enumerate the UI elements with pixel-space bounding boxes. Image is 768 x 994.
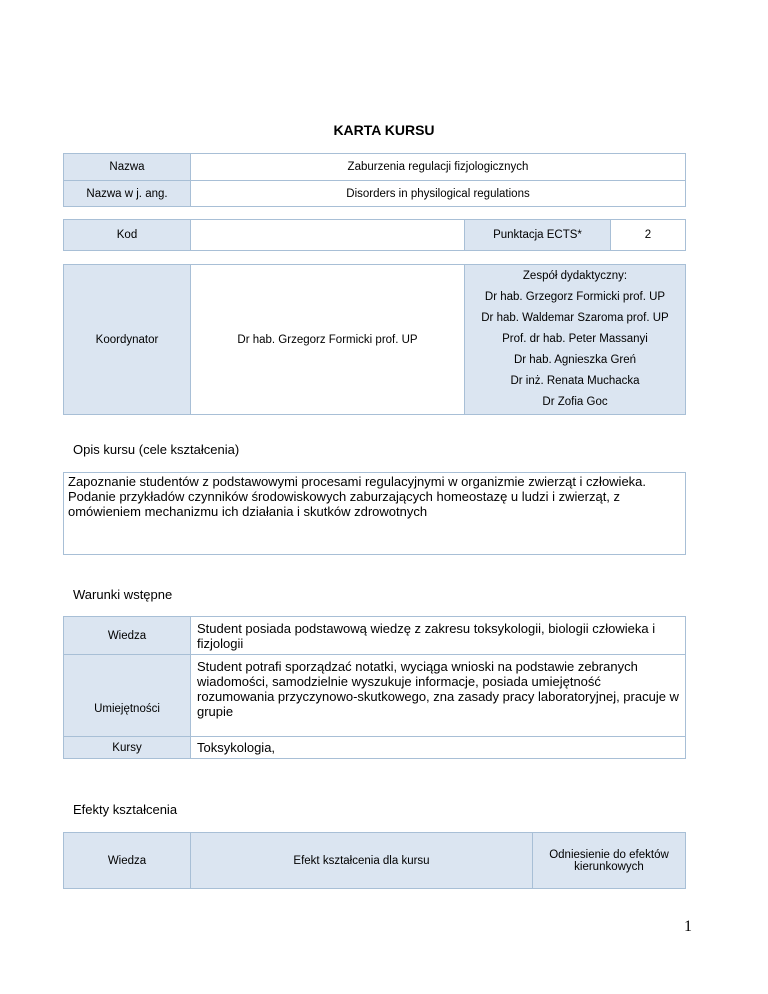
name-label: Nazwa xyxy=(64,154,191,181)
name-value: Zaburzenia regulacji fizjologicznych xyxy=(191,154,686,181)
ects-value: 2 xyxy=(611,220,686,251)
prereq-value: Student potrafi sporządzać notatki, wyciąga wnioski na podstawie zebranych wiadomości, samodzielnie wyszukuje informacje, posiada umiejętność rozumowania przyczynowo-skutkowego, zna zasady pracy laboratoryjnej, pracuje w grupie xyxy=(191,655,686,737)
document-title: KARTA KURSU xyxy=(333,122,435,138)
course-name-table xyxy=(63,153,686,207)
prereq-label: Umiejętności xyxy=(64,655,191,737)
page-number: 1 xyxy=(684,918,692,935)
teaching-team xyxy=(465,265,686,415)
outcomes-table xyxy=(63,832,686,889)
team-member: Dr Zofia Goc xyxy=(542,396,608,408)
prerequisites-table xyxy=(63,616,686,759)
prereq-label: Kursy xyxy=(64,737,191,759)
team-heading: Zespół dydaktyczny: xyxy=(522,270,628,282)
prerequisites-heading: Warunki wstępne xyxy=(73,587,173,602)
team-member: Dr hab. Waldemar Szaroma prof. UP xyxy=(481,312,669,324)
team-member: Prof. dr hab. Peter Massanyi xyxy=(502,333,648,345)
coordinator-value: Dr hab. Grzegorz Formicki prof. UP xyxy=(191,265,465,415)
outcomes-col-knowledge: Wiedza xyxy=(64,833,191,889)
prereq-value: Student posiada podstawową wiedzę z zakresu toksykologii, biologii człowieka i fizjologii xyxy=(191,617,686,655)
team-member: Dr inż. Renata Muchacka xyxy=(510,375,640,387)
name-en-label: Nazwa w j. ang. xyxy=(64,181,191,207)
coordinator-label: Koordynator xyxy=(64,265,191,415)
name-en-value: Disorders in physilogical regulations xyxy=(191,181,686,207)
outcomes-col-reference: Odniesienie do efektów kierunkowych xyxy=(533,833,686,889)
outcomes-col-effect: Efekt kształcenia dla kursu xyxy=(191,833,533,889)
outcomes-heading: Efekty kształcenia xyxy=(73,802,178,817)
coordinator-table xyxy=(63,264,686,415)
team-member: Dr hab. Agnieszka Greń xyxy=(513,354,637,366)
code-label: Kod xyxy=(64,220,191,251)
code-value xyxy=(191,220,465,251)
description-text: Zapoznanie studentów z podstawowymi procesami regulacyjnymi w organizmie zwierząt i człowieka. Podanie przykładów czynników środowiskowych zaburzających homeostazę u ludzi i zwierząt, z omówieniem mechanizmu ich działania i skutków zdrowotnych xyxy=(63,472,686,555)
prereq-value: Toksykologia, xyxy=(191,737,686,759)
code-ects-table xyxy=(63,219,686,251)
ects-label: Punktacja ECTS* xyxy=(465,220,611,251)
prereq-label: Wiedza xyxy=(64,617,191,655)
description-heading: Opis kursu (cele kształcenia) xyxy=(73,442,240,457)
team-member: Dr hab. Grzegorz Formicki prof. UP xyxy=(484,291,666,303)
